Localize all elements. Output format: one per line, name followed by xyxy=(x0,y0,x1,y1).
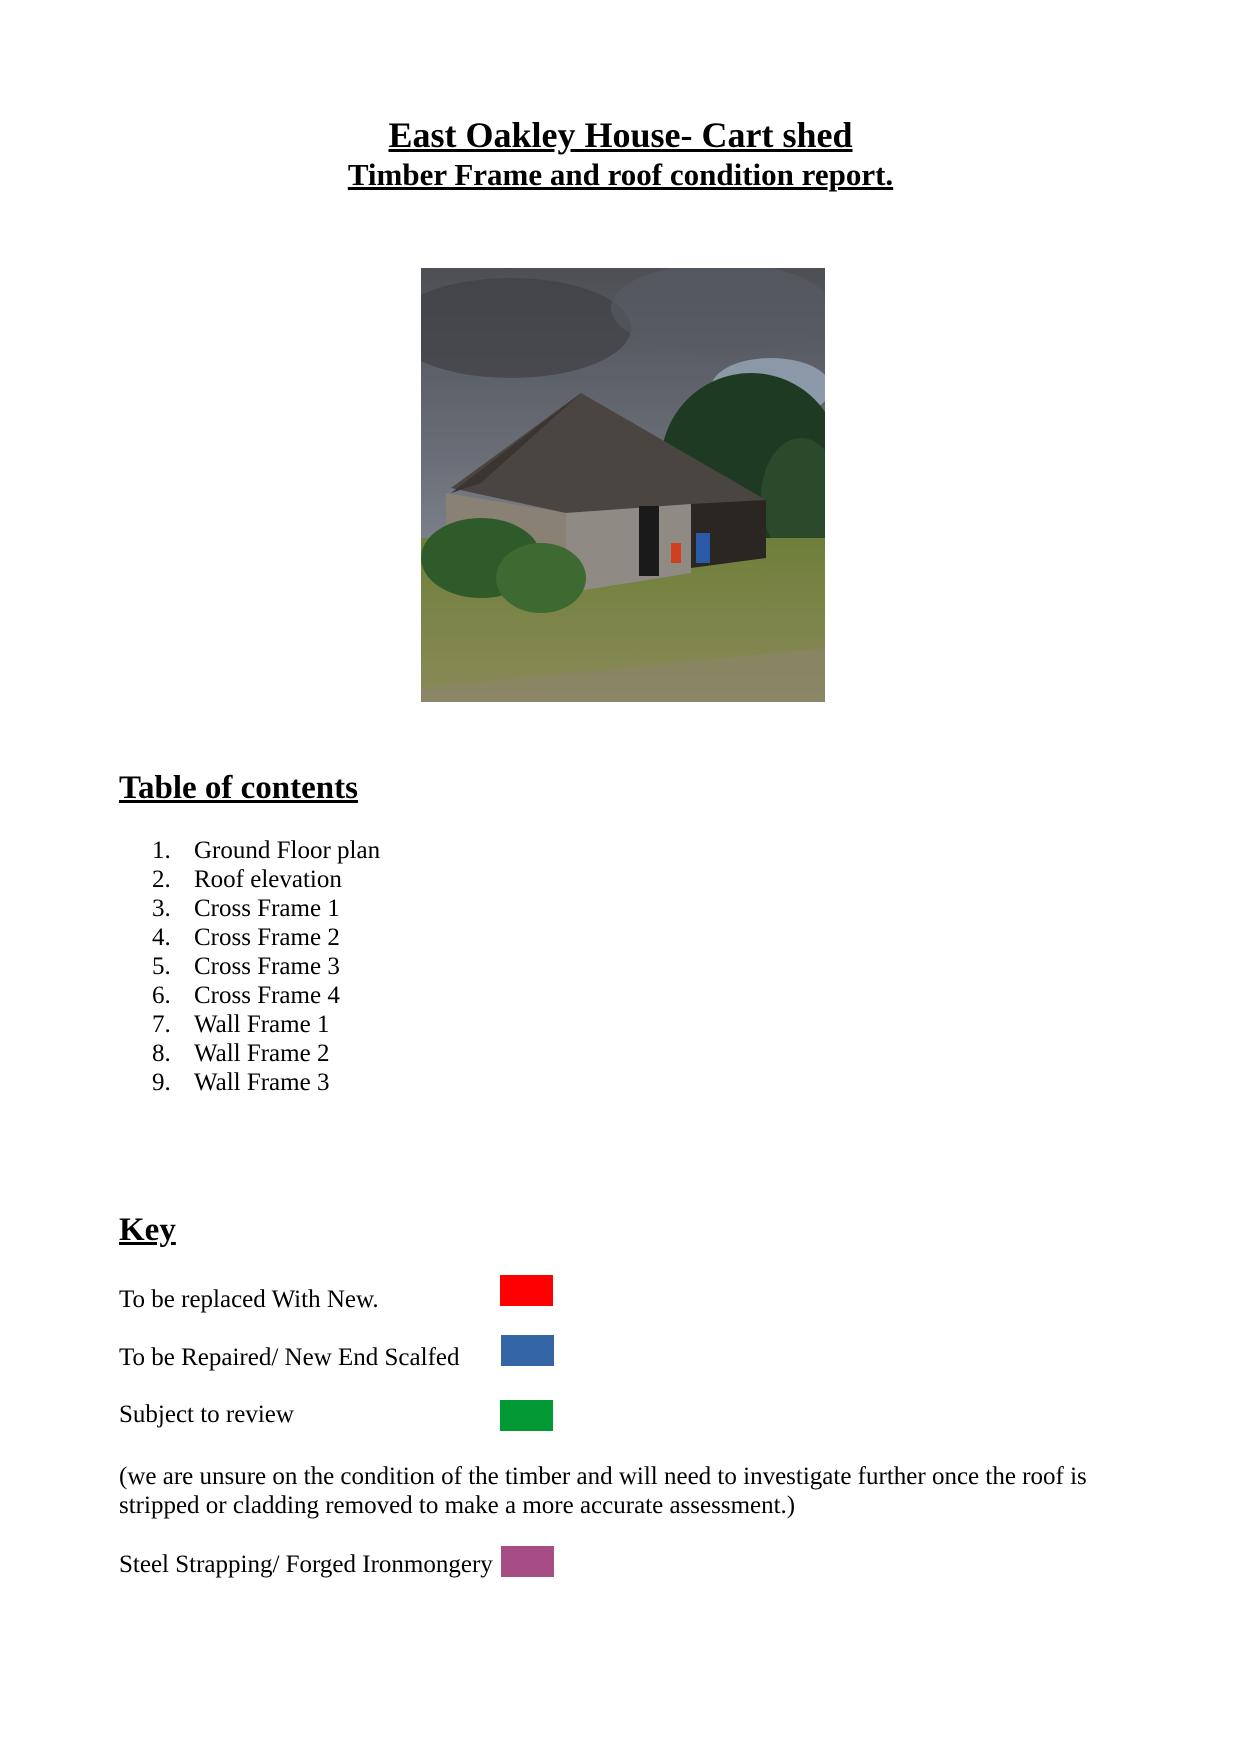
key-swatch-green xyxy=(500,1400,553,1431)
key-swatch-purple xyxy=(501,1546,554,1577)
toc-item: 1. Ground Floor plan xyxy=(152,837,381,864)
title-block xyxy=(0,114,1241,194)
key-heading: Key xyxy=(119,1212,176,1248)
toc-item: 6. Cross Frame 4 xyxy=(152,982,340,1009)
key-swatch-blue xyxy=(501,1335,554,1366)
key-label-repair: To be Repaired/ New End Scalfed xyxy=(119,1344,460,1371)
key-swatch-red xyxy=(500,1275,553,1306)
toc-item: 2. Roof elevation xyxy=(152,866,342,893)
toc-item: 4. Cross Frame 2 xyxy=(152,924,340,951)
key-label-replace: To be replaced With New. xyxy=(119,1286,379,1313)
toc-item: 9. Wall Frame 3 xyxy=(152,1069,330,1096)
document-subtitle: Timber Frame and roof condition report. xyxy=(347,157,894,192)
toc-item: 7. Wall Frame 1 xyxy=(152,1011,330,1038)
table-of-contents xyxy=(152,836,380,1097)
toc-item: 3. Cross Frame 1 xyxy=(152,895,340,922)
key-label-steel: Steel Strapping/ Forged Ironmongery xyxy=(119,1551,493,1578)
toc-heading: Table of contents xyxy=(119,770,358,806)
toc-item: 8. Wall Frame 2 xyxy=(152,1040,330,1067)
document-title: East Oakley House- Cart shed xyxy=(388,115,853,155)
cart-shed-photo xyxy=(421,268,825,702)
toc-item: 5. Cross Frame 3 xyxy=(152,953,340,980)
key-label-review: Subject to review xyxy=(119,1401,294,1428)
review-note: (we are unsure on the condition of the timber and will need to investigate further once the roof is stripped or cladding removed to make a more accurate assessment.) xyxy=(119,1463,1087,1519)
